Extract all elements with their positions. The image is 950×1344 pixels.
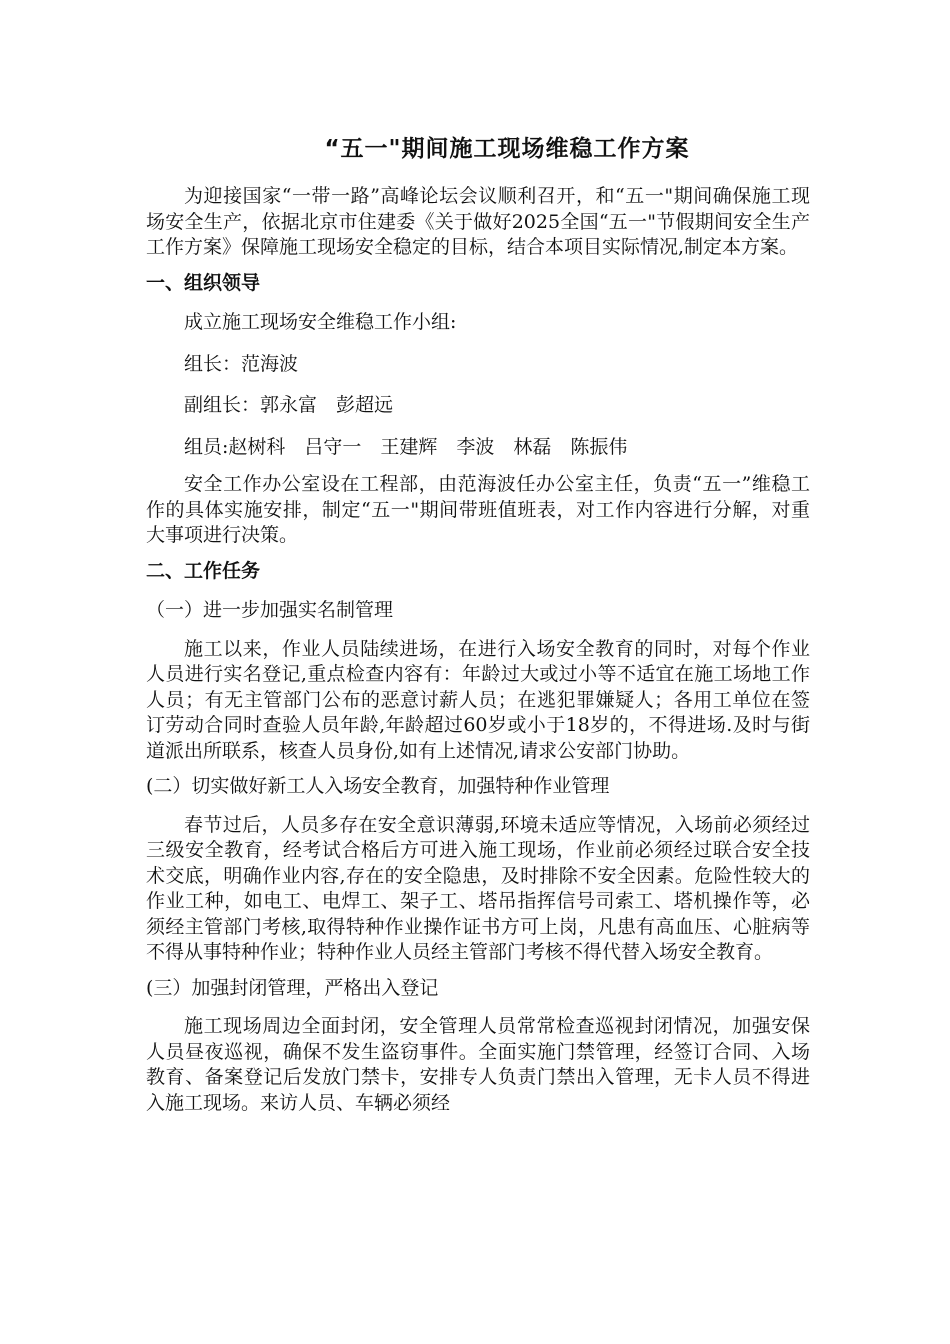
office-paragraph: 安全工作办公室设在工程部，由范海波任办公室主任，负责“五一”维稳工作的具体实施安排，制定“五一"期间带班值班表，对工作内容进行分解，对重大事项进行决策。	[146, 473, 810, 546]
subsection-body-2: 春节过后，人员多存在安全意识薄弱,环境未适应等情况，入场前必须经过三级安全教育，经考试合格后方可进入施工现场，作业前必须经过联合安全技术交底，明确作业内容,存在的安全隐患，及时排除不安全因素。危险性较大的作业工种，如电工、电焊工、架子工、塔吊指挥信号司索工、塔机操作等，必须经主管部门考核,取得特种作业操作证书方可上岗，凡患有高血压、心脏病等不得从事特种作业；特种作业人员经主管部门考核不得代替入场安全教育。	[146, 813, 810, 963]
group-deputy-line: 副组长：郭永富 彭超远	[184, 394, 394, 416]
intro-paragraph: 为迎接国家“一带一路”高峰论坛会议顺利召开，和“五一"期间确保施工现场安全生产，依据北京市住建委《关于做好2025全国“五一"节假期间安全生产工作方案》保障施工现场安全稳定的目标，结合本项目实际情况,制定本方案。	[146, 185, 810, 258]
document-body	[146, 184, 810, 1116]
document-title: “五一"期间施工现场维稳工作方案	[324, 136, 690, 162]
subsection-body-1: 施工以来，作业人员陆续进场，在进行入场安全教育的同时，对每个作业人员进行实名登记,重点检查内容有：年龄过大或过小等不适宜在施工场地工作人员；有无主管部门公布的恶意讨薪人员；在逃犯罪嫌疑人；各用工单位在签订劳动合同时查验人员年龄,年龄超过60岁或小于18岁的，不得进场.及时与街道派出所联系，核查人员身份,如有上述情况,请求公安部门协助。	[146, 637, 810, 762]
group-intro-line: 成立施工现场安全维稳工作小组:	[184, 311, 457, 333]
subsection-heading-3: (三）加强封闭管理，严格出入登记	[146, 976, 439, 999]
subsection-heading-2: (二）切实做好新工人入场安全教育，加强特种作业管理	[146, 775, 610, 797]
subsection-body-3: 施工现场周边全面封闭，安全管理人员常常检查巡视封闭情况，加强安保人员昼夜巡视，确保不发生盗窃事件。全面实施门禁管理，经签订合同、入场教育、备案登记后发放门禁卡，安排专人负责门禁出入管理，无卡人员不得进入施工现场。来访人员、车辆必须经	[146, 1015, 810, 1114]
group-members-line: 组员:赵树科 吕守一 王建辉 李波 林磊 陈振伟	[184, 435, 628, 458]
section-heading-organization: 一、组织领导	[146, 271, 261, 294]
group-leader-line: 组长：范海波	[184, 352, 299, 375]
section-heading-tasks: 二、工作任务	[146, 559, 261, 582]
subsection-heading-1: （一）进一步加强实名制管理	[146, 599, 394, 621]
